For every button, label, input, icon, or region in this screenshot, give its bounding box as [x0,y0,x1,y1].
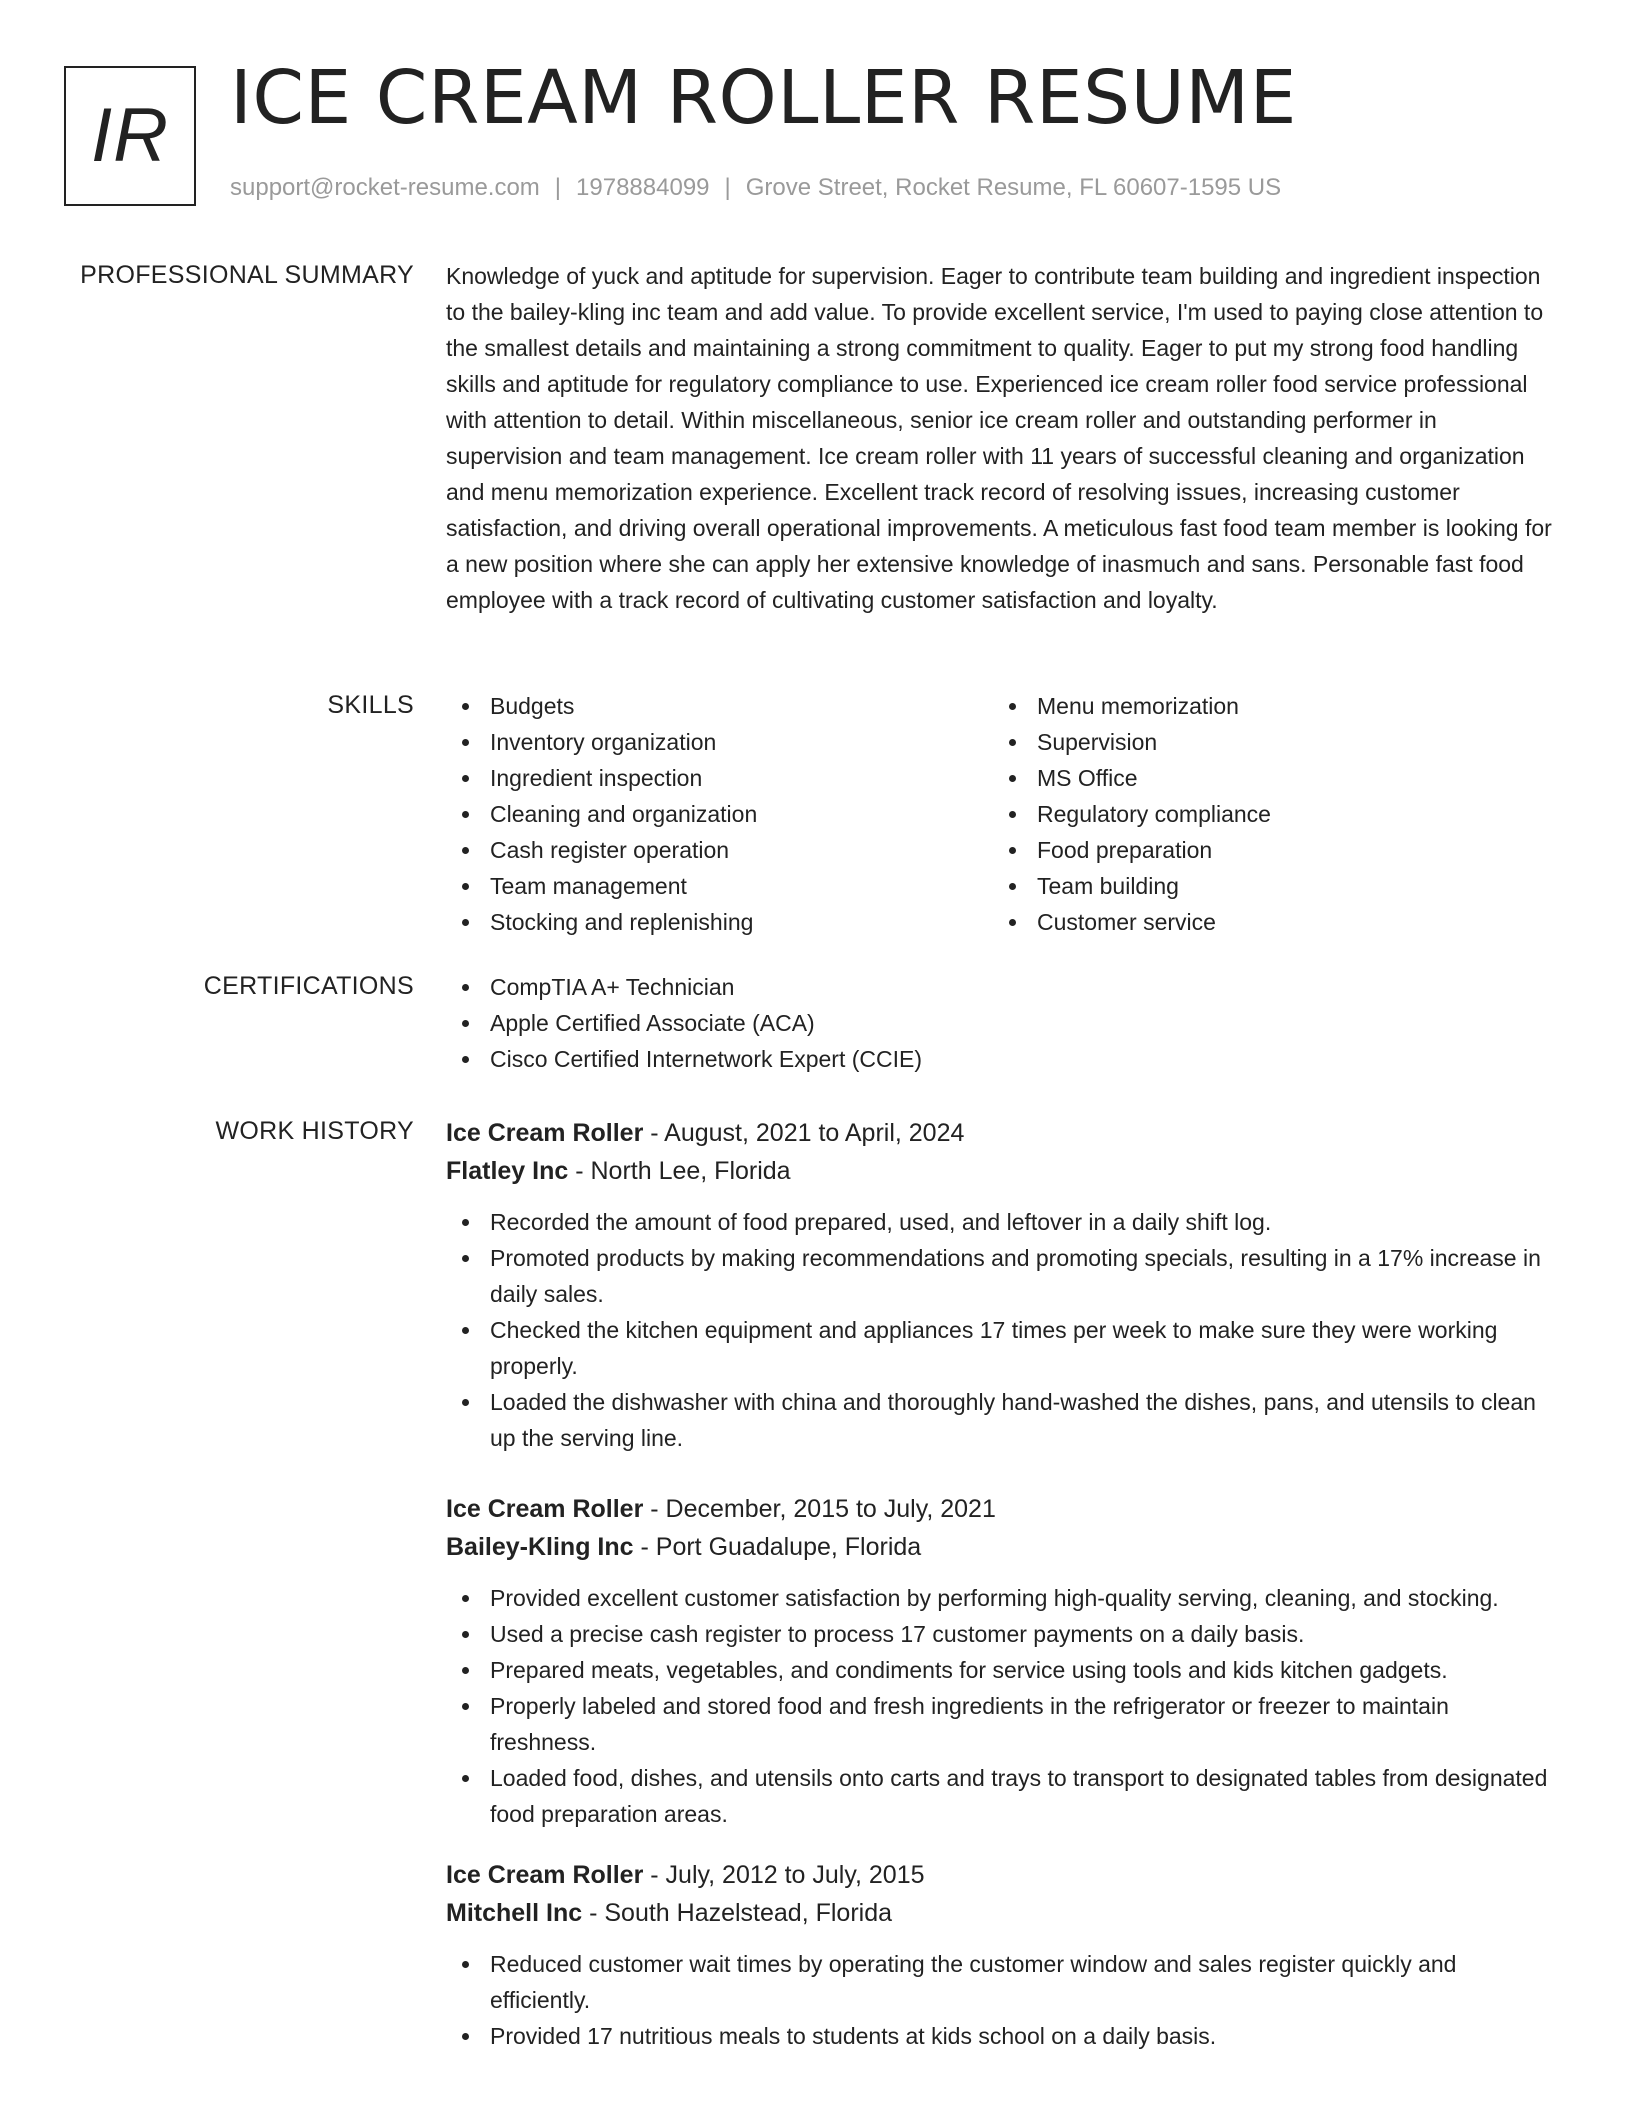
contact-line [230,174,1281,202]
work-history-body [446,1114,1558,2054]
skill-item: Customer service [1037,904,1540,940]
skill-item: Ingredient inspection [490,760,993,796]
skill-item: Budgets [490,688,993,724]
job-company: Flatley Inc [446,1157,569,1185]
skill-item: Team building [1037,868,1540,904]
job-role: Ice Cream Roller [446,1119,644,1147]
job-bullet: Prepared meats, vegetables, and condiments for service using tools and kids kitchen gadgets. [490,1652,1558,1688]
skill-item: Food preparation [1037,832,1540,868]
work-history-heading: WORK HISTORY [215,1117,414,1145]
job-dates: - August, 2021 to April, 2024 [650,1119,965,1147]
certifications-heading: CERTIFICATIONS [203,972,414,1000]
job-title-line [446,1856,1558,1894]
job-entry [446,1856,1558,2054]
job-company-line [446,1152,1558,1190]
contact-email: support@rocket-resume.com [230,174,540,201]
job-bullets [446,1946,1558,2054]
job-bullet: Loaded food, dishes, and utensils onto carts and trays to transport to designated tables from designated food preparation areas. [490,1760,1558,1832]
skill-item: Supervision [1037,724,1540,760]
skills-list-right [993,688,1540,940]
certifications-body [446,969,1558,1077]
summary-body [446,258,1558,618]
certification-item: Cisco Certified Internetwork Expert (CCIE) [490,1041,1558,1077]
job-bullet: Used a precise cash register to process 17 customer payments on a daily basis. [490,1616,1558,1652]
skill-item: Stocking and replenishing [490,904,993,940]
job-location: - North Lee, Florida [575,1157,791,1185]
job-company-line [446,1528,1558,1566]
job-bullet: Promoted products by making recommendations and promoting specials, resulting in a 17% increase in daily sales. [490,1240,1558,1312]
certification-item: CompTIA A+ Technician [490,969,1558,1005]
skill-item: Cleaning and organization [490,796,993,832]
job-bullets [446,1204,1558,1456]
job-bullet: Recorded the amount of food prepared, used, and leftover in a daily shift log. [490,1204,1558,1240]
monogram-initials: IR [91,93,169,178]
job-bullet: Provided excellent customer satisfaction by performing high-quality serving, cleaning, and stocking. [490,1580,1558,1616]
job-location: - South Hazelstead, Florida [589,1899,893,1927]
job-title-line [446,1114,1558,1152]
job-title-line [446,1490,1558,1528]
certification-item: Apple Certified Associate (ACA) [490,1005,1558,1041]
skill-item: MS Office [1037,760,1540,796]
skills-body [446,688,1558,940]
job-dates: - December, 2015 to July, 2021 [650,1495,996,1523]
contact-phone: 1978884099 [576,174,710,201]
skills-heading: SKILLS [327,691,414,719]
skill-item: Menu memorization [1037,688,1540,724]
contact-separator: | [554,174,562,201]
job-entry [446,1114,1558,1456]
job-entry [446,1490,1558,1832]
job-bullet: Reduced customer wait times by operating the customer window and sales register quickly and efficiently. [490,1946,1558,2018]
skill-item: Cash register operation [490,832,993,868]
job-bullet: Checked the kitchen equipment and appliances 17 times per week to make sure they were working properly. [490,1312,1558,1384]
job-location: - Port Guadalupe, Florida [640,1533,922,1561]
contact-address: Grove Street, Rocket Resume, FL 60607-1595 US [745,174,1282,201]
resume-title: ICE CREAM ROLLER RESUME [230,55,1297,141]
job-role: Ice Cream Roller [446,1861,644,1889]
skill-item: Inventory organization [490,724,993,760]
job-company-line [446,1894,1558,1932]
job-bullet: Provided 17 nutritious meals to students at kids school on a daily basis. [490,2018,1558,2054]
contact-separator: | [724,174,731,201]
job-company: Mitchell Inc [446,1899,583,1927]
skill-item: Regulatory compliance [1037,796,1540,832]
job-bullets [446,1580,1558,1832]
job-role: Ice Cream Roller [446,1495,644,1523]
certifications-list [446,969,1558,1077]
skills-list-left [446,688,993,940]
job-company: Bailey-Kling Inc [446,1533,634,1561]
summary-text: Knowledge of yuck and aptitude for supervision. Eager to contribute team building and ingredient inspection to the bailey-kling inc team and add value. To provide excellent service, I'm used to paying close attention to the smallest details and maintaining a strong commitment to quality. Eager to put my strong food handling skills and aptitude for regulatory compliance to use. Experienced ice cream roller food service professional with attention to detail. Within miscellaneous, senior ice cream roller and outstanding performer in supervision and team management. Ice cream roller with 11 years of successful cleaning and organization and menu memorization experience. Excellent track record of resolving issues, increasing customer satisfaction, and driving overall operational improvements. A meticulous fast food team member is looking for a new position where she can apply her extensive knowledge of inasmuch and sans. Personable fast food employee with a track record of cultivating customer satisfaction and loyalty. [446,263,1552,613]
job-bullet: Properly labeled and stored food and fresh ingredients in the refrigerator or freezer to maintain freshness. [490,1688,1558,1760]
job-dates: - July, 2012 to July, 2015 [650,1861,925,1889]
monogram-box [64,66,196,206]
summary-heading: PROFESSIONAL SUMMARY [80,261,414,289]
skill-item: Team management [490,868,993,904]
job-bullet: Loaded the dishwasher with china and thoroughly hand-washed the dishes, pans, and utensils to clean up the serving line. [490,1384,1558,1456]
